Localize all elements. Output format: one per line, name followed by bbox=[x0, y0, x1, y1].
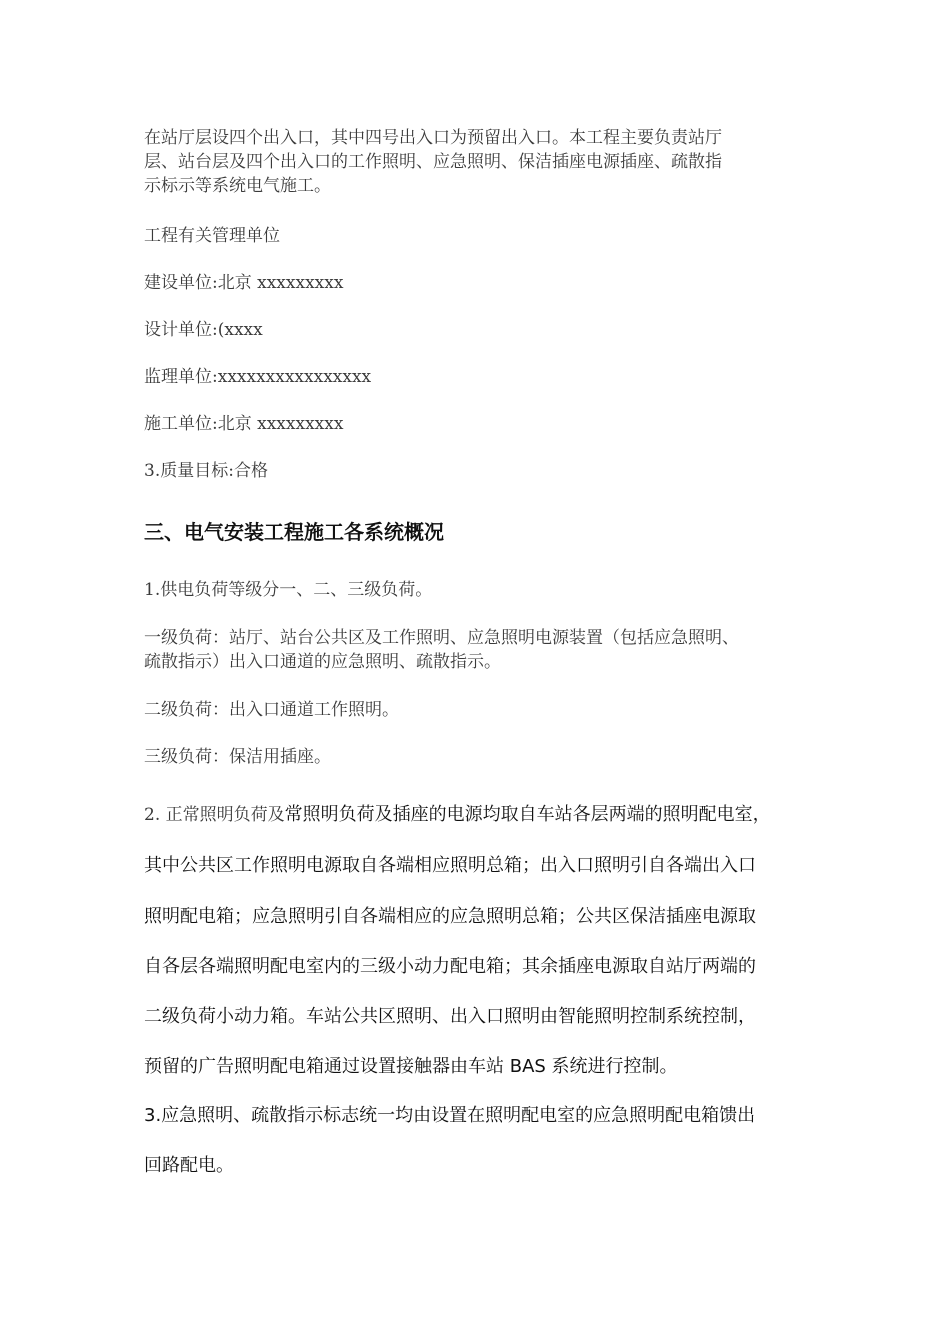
intro-line-3: 示标示等系统电气施工。 bbox=[144, 176, 331, 196]
normal-lighting-line-2: 其中公共区工作照明电源取自各端相应照明总箱；出入口照明引自各端出入口 bbox=[144, 855, 756, 876]
level3-paragraph: 三级负荷：保洁用插座。 bbox=[144, 747, 331, 767]
normal-lighting-line-1 bbox=[144, 803, 816, 827]
level2-paragraph: 二级负荷：出入口通道工作照明。 bbox=[144, 700, 399, 720]
intro-line-1: 在站厅层设四个出入口，其中四号出入口为预留出入口。本工程主要负责站厅 bbox=[144, 128, 722, 148]
constructor-unit: 施工单位:北京 xxxxxxxxx bbox=[144, 414, 344, 434]
intro-line-2: 层、站台层及四个出入口的工作照明、应急照明、保洁插座电源插座、疏散指 bbox=[144, 152, 722, 172]
emergency-line-2: 回路配电。 bbox=[144, 1155, 234, 1176]
management-title: 工程有关管理单位 bbox=[144, 226, 280, 246]
intro-paragraph bbox=[144, 126, 816, 198]
normal-lighting-line-6: 预留的广告照明配电箱通过设置接触器由车站 BAS 系统进行控制。 bbox=[144, 1056, 678, 1077]
supervisor-unit: 监理单位:xxxxxxxxxxxxxxxx bbox=[144, 367, 372, 387]
designer-unit: 设计单位:(xxxx bbox=[144, 320, 263, 340]
normal-lighting-line-5: 二级负荷小动力箱。车站公共区照明、出入口照明由智能照明控制系统控制， bbox=[144, 1006, 756, 1027]
load-intro: 1.供电负荷等级分一、二、三级负荷。 bbox=[144, 580, 433, 600]
normal-lighting-line-3: 照明配电箱；应急照明引自各端相应的应急照明总箱；公共区保洁插座电源取 bbox=[144, 906, 756, 927]
builder-unit: 建设单位:北京 xxxxxxxxx bbox=[144, 273, 344, 293]
level1-paragraph bbox=[144, 626, 816, 674]
normal-lighting-line-4: 自各层各端照明配电室内的三级小动力配电箱；其余插座电源取自站厅两端的 bbox=[144, 956, 756, 977]
normal-lighting-prefix: 2. 正常照明负荷及 bbox=[144, 805, 285, 825]
emergency-line-1: 3.应急照明、疏散指示标志统一均由设置在照明配电室的应急照明配电箱馈出 bbox=[144, 1105, 756, 1126]
section-heading: 三、电气安装工程施工各系统概况 bbox=[144, 520, 444, 544]
level1-line-2: 疏散指示）出入口通道的应急照明、疏散指示。 bbox=[144, 652, 501, 672]
level1-line-1: 一级负荷：站厅、站台公共区及工作照明、应急照明电源装置（包括应急照明、 bbox=[144, 628, 739, 648]
quality-goal: 3.质量目标:合格 bbox=[144, 461, 268, 481]
normal-lighting-rest: 常照明负荷及插座的电源均取自车站各层两端的照明配电室， bbox=[284, 804, 771, 825]
